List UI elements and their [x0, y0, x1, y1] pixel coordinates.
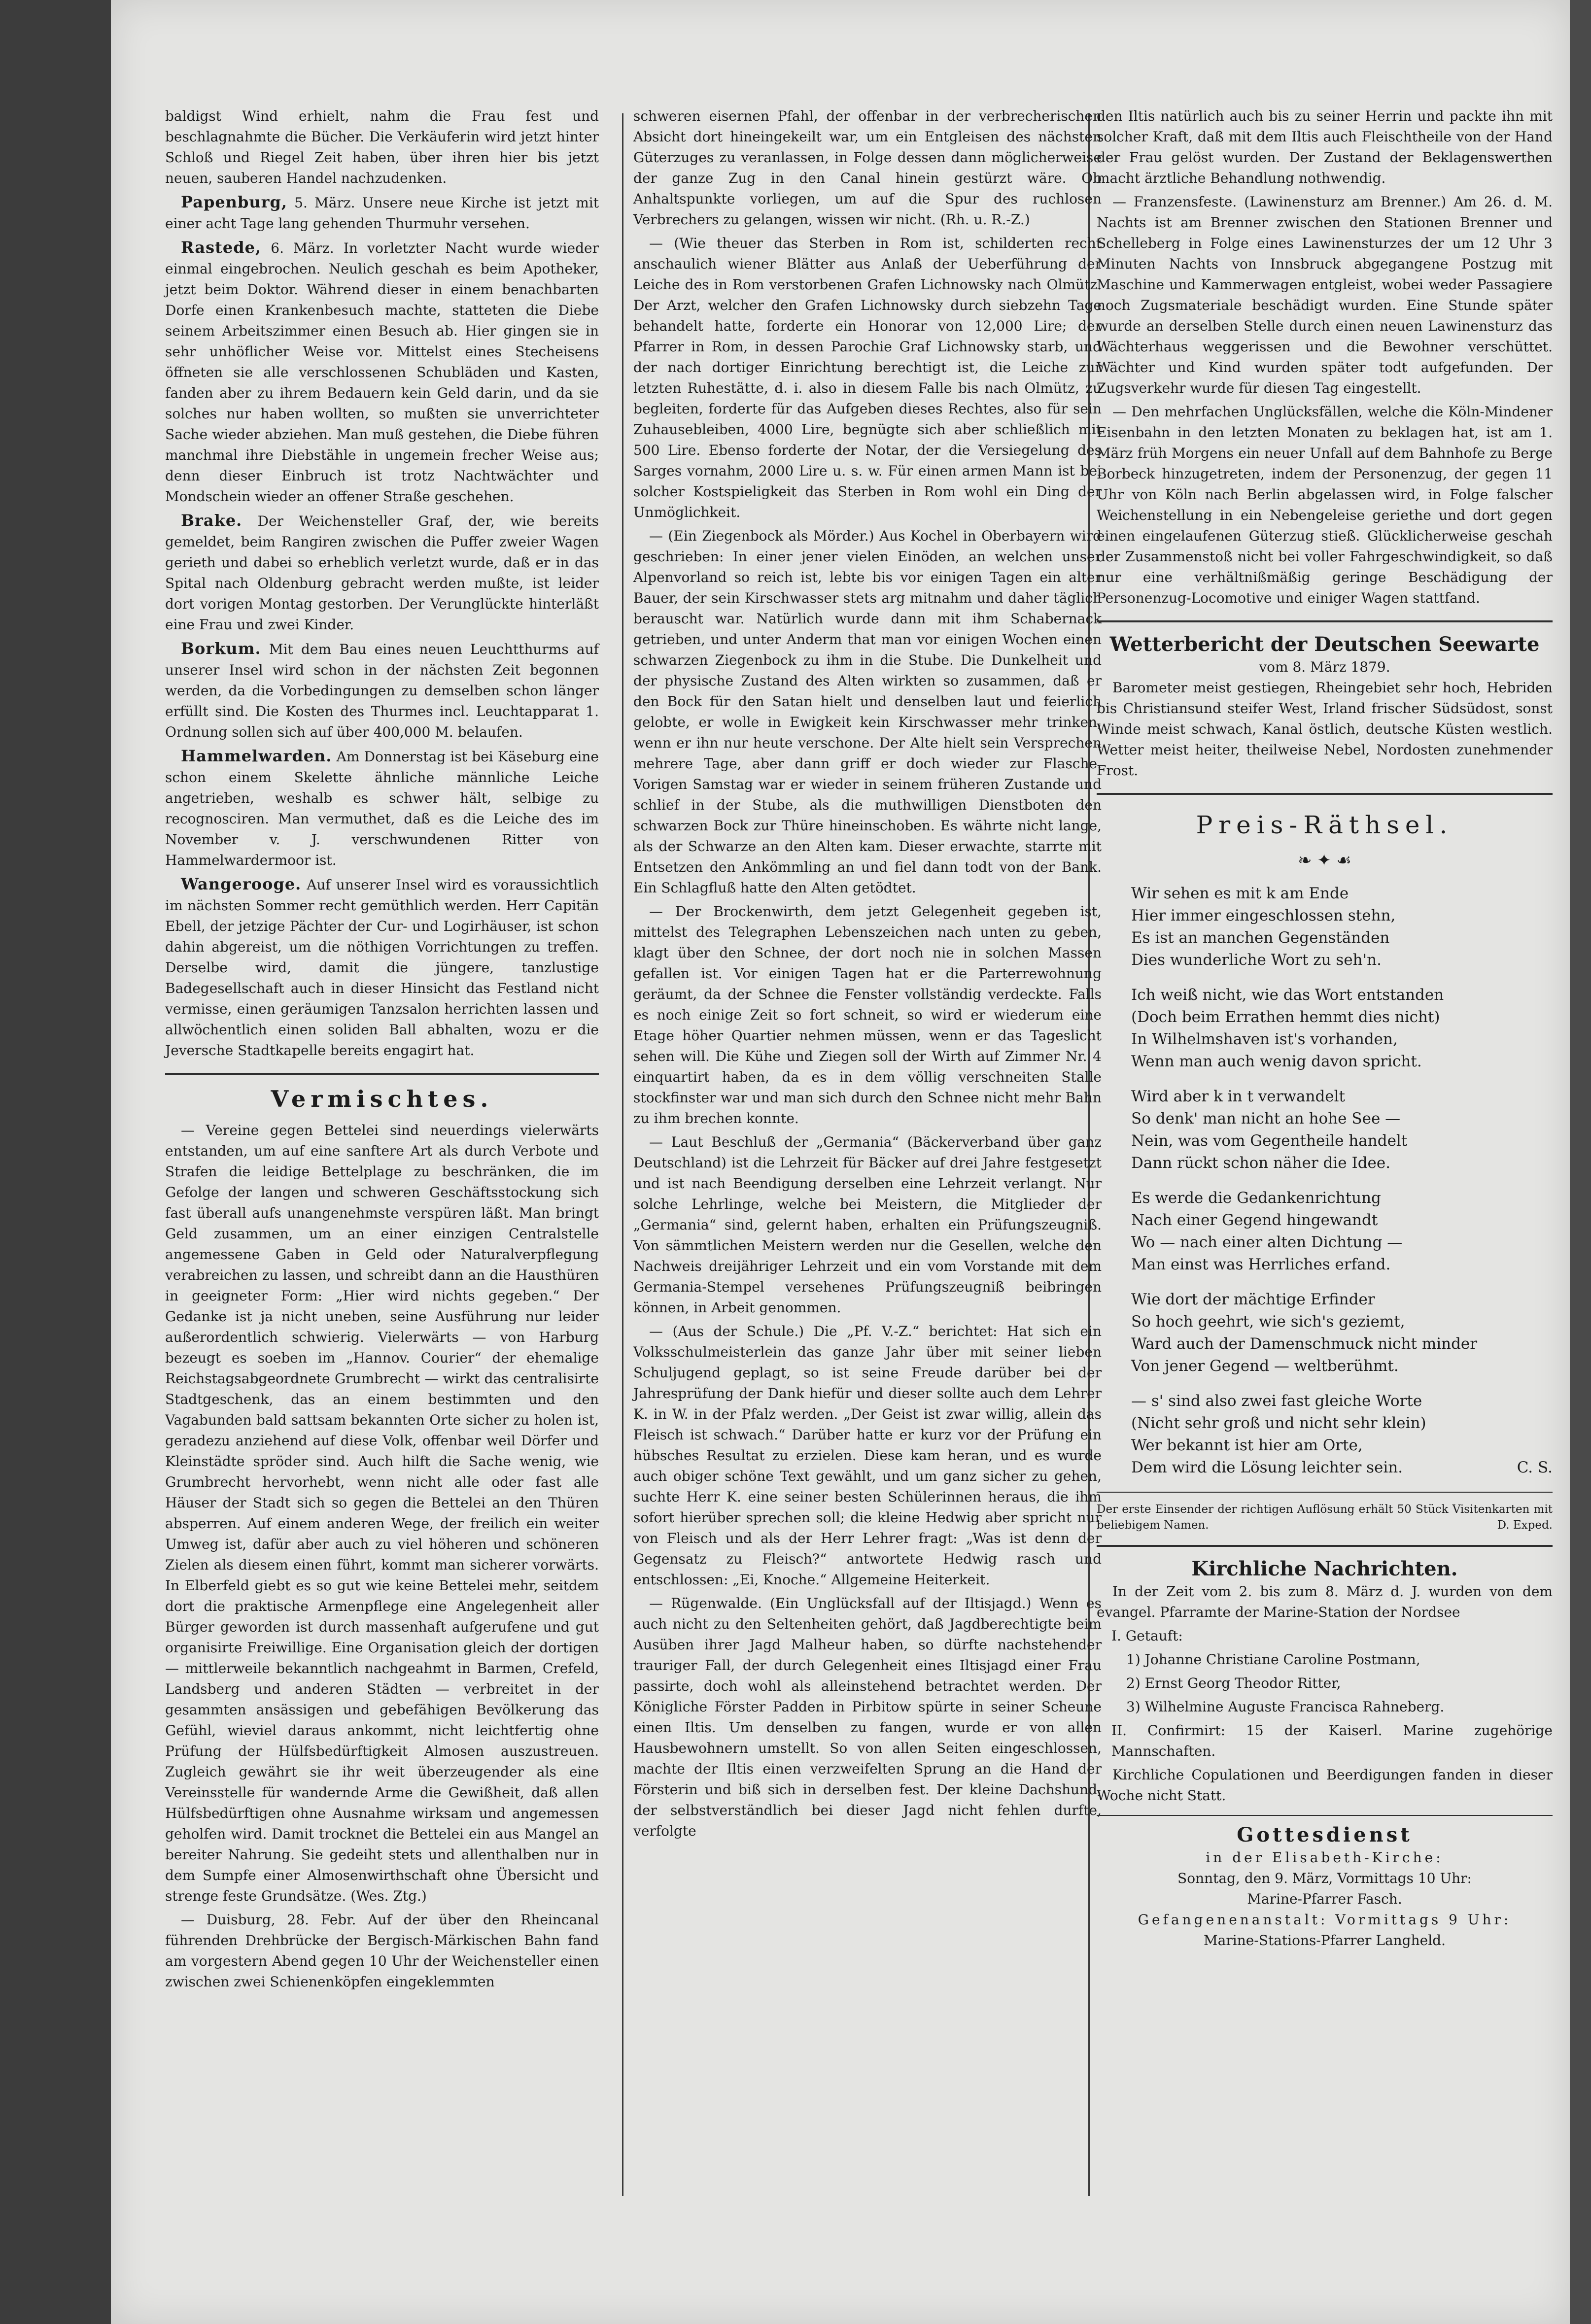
poem-line: Wie dort der mächtige Erfinder [1131, 1291, 1375, 1308]
article-text: — Duisburg, 28. Febr. Auf der über den Rheincanal führenden Drehbrücke der Bergisch-Märkischen Bahn fand am vorgestern Abend gegen 10 Uhr der Weichensteller einen zwischen zwei Schienenköpfen eingeklemmten [165, 1912, 599, 1990]
dateline: Borkum. [181, 639, 261, 658]
article-text: — (Aus der Schule.) Die „Pf. V.-Z.“ berichtet: Hat sich ein Volksschulmeisterlein das ganze Jahr über mit seiner lieben Schuljugend geplagt, so ist seine Freude darüber bei der Jahresprüfung der Dank hiefür und dieser sollte auch dem Lehrer K. in W. in der Pfalz werden. „Der Geist ist zwar willig, allein das Fleisch ist schwach.“ Darüber hatte er kurz vor der Prüfung ein hübsches Resultat zu erzielen. Diese kam heran, und es wurde auch obiger schöne Text gewählt, und um ganz sicher zu gehen, suchte Herr K. eine seiner besten Schülerinnen heraus, die ihm sofort hierüber sprechen soll; die kleine Hedwig aber spricht nur von Fleisch und als der Herr Lehrer fragt: „Was ist denn der Gegensatz zu Fleisch?“ antwortete Hedwig rasch und entschlossen: „Ei, Knoche.“ Allgemeine Heiterkeit. [633, 1323, 1102, 1588]
article-text: baldigst Wind erhielt, nahm die Frau fest und beschlagnahmte die Bücher. Die Verkäuferin wird jetzt hinter Schloß und Riegel Zeit haben, über ihren hier bis jetzt neuen, sauberen Handel nachzudenken. [165, 108, 599, 186]
poem-line: Ich weiß nicht, wie das Wort entstanden [1131, 986, 1444, 1004]
article-text: — Den mehrfachen Unglücksfällen, welche die Köln-Mindener Eisenbahn in den letzten Monaten zu beklagen hat, ist am 1. März früh Morgens ein neuer Unfall auf dem Bahnhofe zu Berge Borbeck hinzugetreten, indem der Personenzug, der gegen 11 Uhr von Köln nach Berlin abgelassen wird, in Folge falscher Weichenstellung in ein Nebengeleise geriethe und dort gegen einen eingelaufenen Güterzug stieß. Glücklicherweise geschah der Zusammenstoß nicht bei voller Fahrgeschwindigkeit, so daß nur eine verhältnißmäßig geringe Beschädigung der Personenzug-Locomotive und einiger Wagen stattfand. [1097, 404, 1553, 606]
column-rule [622, 113, 623, 2196]
weather-date: vom 8. März 1879. [1259, 659, 1390, 675]
poem-stanza [1131, 883, 1553, 971]
section-divider [1097, 620, 1553, 622]
poem-stanza [1131, 984, 1553, 1073]
poem-line: In Wilhelmshaven ist's vorhanden, [1131, 1030, 1398, 1048]
dateline: Papenburg, [181, 193, 287, 211]
poem-stanza [1131, 1390, 1553, 1479]
article-text: — Rügenwalde. (Ein Unglücksfall auf der Iltisjagd.) Wenn es auch nicht zu den Seltenheiten gehört, daß Jagdberechtigte beim Ausüben ihrer Jagd Malheur haben, so dürfte nachstehender trauriger Fall, der durch Gelegenheit eines Iltisjagd einer Frau passirte, doch wohl als alleinstehend betrachtet werden. Der Königliche Förster Padden in Pirbitow spürte in seiner Scheune einen Iltis. Um denselben zu fangen, wurde er von allen Hausbewohnern umstellt. So von allen Seiten eingeschlossen, machte der Iltis einen verzweifelten Sprung an die Hand der Försterin und biß sich in derselben fest. Der kleine Dachshund, der selbstverständlich bei dieser Jagd nicht fehlen durfte, verfolgte [633, 1595, 1102, 1839]
poem-line: Dann rückt schon näher die Idee. [1131, 1154, 1391, 1172]
poem-line: Wir sehen es mit k am Ende [1131, 885, 1349, 902]
article [165, 192, 599, 234]
section-divider [1097, 793, 1553, 795]
article-text: Mit dem Bau eines neuen Leuchtthurms auf unserer Insel wird schon in der nächsten Zeit begonnen werden, da die Vorbedingungen zu demselben schon länger erfüllt sind. Die Kosten des Thurmes incl. Leuchtapparat 1. Ordnung sollen sich auf über 400,000 M. belaufen. [165, 641, 599, 740]
poem-line: So hoch geehrt, wie sich's geziemt, [1131, 1313, 1405, 1331]
poem-line: — s' sind also zwei fast gleiche Worte [1131, 1392, 1422, 1410]
article-text: 5. März. Unsere neue Kirche ist jetzt mit einer acht Tage lang gehenden Thurmuhr versehen. [165, 195, 599, 232]
section-divider [165, 1073, 599, 1075]
column-middle [633, 106, 1102, 2211]
prize-signature: D. Exped. [1497, 1519, 1553, 1532]
poem-line: Nein, was vom Gegentheile handelt [1131, 1132, 1408, 1150]
dateline: Wangerooge. [181, 875, 302, 893]
service-prison: Gefangenenanstalt: Vormittags 9 Uhr: [1138, 1912, 1512, 1928]
poem-line: Ward auch der Damenschmuck nicht minder [1131, 1335, 1478, 1353]
poem-line [1131, 1457, 1553, 1479]
ornament-icon: ❧ ✦ ☙ [1297, 851, 1352, 870]
poem-line: Von jener Gegend — weltberühmt. [1131, 1357, 1399, 1375]
poem-line-text: Dem wird die Lösung leichter sein. [1131, 1459, 1403, 1476]
article-text: den Iltis natürlich auch bis zu seiner Herrin und packte ihn mit solcher Kraft, daß mit dem Iltis auch Fleischtheile von der Hand der Frau gelöst wurden. Der Zustand der Beklagenswerthen macht ärztliche Behandlung nothwendig. [1097, 108, 1553, 186]
article-text: Auf unserer Insel wird es voraussichtlich im nächsten Sommer recht gemüthlich werden. Herr Capitän Ebell, der jetzige Pächter der Cur- und Logirhäuser, ist schon dahin abgereist, um die nöthigen Vorrichtungen zu treffen. Derselbe wird, damit die jüngere, tanzlustige Badegesellschaft auch in dieser Hinsicht das Festland nicht vermisse, einen geräumigen Tanzsalon herrichten lassen und allwöchentlich einen soliden Ball abhalten, wozu er die Jeversche Stadtkapelle bereits engagirt hat. [165, 877, 599, 1059]
article-text: 6. März. In vorletzter Nacht wurde wieder einmal eingebrochen. Neulich geschah es beim Apotheker, jetzt beim Doktor. Während dieser in einem benachbarten Dorfe einen Krankenbesuch machte, statteten die Diebe seinem Arbeitszimmer einen Besuch ab. Hier gingen sie in sehr unhöflicher Weise vor. Mittelst eines Stecheisens öffneten sie alle verschlossenen Schubläden und Kasten, fanden aber zu ihrem Bedauern kein Geld darin, und da sie solches nur haben wollten, so mußten sie unverrichteter Sache wieder abziehen. Man muß gestehen, die Diebe führen manchmal ihre Diebstähle in ungemein frecher Weise aus; denn dieser Einbruch ist trotz Nachtwächter und Mondschein wieder an offener Straße geschehen. [165, 240, 599, 505]
article-text: — (Ein Ziegenbock als Mörder.) Aus Kochel in Oberbayern wird geschrieben: In einer jener vielen Einöden, an welchen unser Alpenvorland so reich ist, lebte bis vor einigen Tagen ein alter Bauer, der sein Kirschwasser stets arg mitnahm und daher täglich berauscht war. Natürlich wurde dann mit ihm Schabernack getrieben, und unter Anderm that man vor einigen Wochen einen schwarzen Ziegenbock zu ihm in die Stube. Die Dunkelheit und der physische Zustand des Alten wirkten so zusammen, daß er den Bock für den Satan hielt und denselben laut und feierlich gelobte, er wolle in Ewigkeit kein Kirschwasser mehr trinken, wenn er ihn nur heute verschone. Der Alte hielt sein Versprechen mehrere Tage, aber dann griff er doch wieder zur Flasche. Vorigen Samstag war er wieder in seinem früheren Zustande und schlief in der Stube, als die muthwilligen Dienstboten den schwarzen Bock zur Thüre hineinschoben. Es währte nicht lange, als der Schwarze an den Alten kam. Dieser erwachte, starrte mit Entsetzen den Ankömmling an und fiel dann todt von der Bank. Ein Schlagfluß hatte den Alten getödtet. [633, 528, 1102, 896]
poem-line: Dies wunderliche Wort zu seh'n. [1131, 951, 1382, 969]
article [165, 237, 599, 507]
poem-stanza [1131, 1289, 1553, 1377]
poem-line: Es ist an manchen Gegenständen [1131, 929, 1390, 947]
puzzle-title: Preis-Räthsel. [1196, 811, 1453, 839]
service-location: in der Elisabeth-Kirche: [1206, 1849, 1444, 1866]
article-text: — Laut Beschluß der „Germania“ (Bäckerverband über ganz Deutschland) ist die Lehrzeit für Bäcker auf drei Jahre festgesetzt und ist nach Beendigung derselben eine Lehrzeit verlangt. Nur solche Lehrlinge, welche bei Meistern, die Mitglieder der „Germania“ sind, gelernt haben, erhalten ein Prüfungszeugniß. Von sämmtlichen Meistern werden nur die Gesellen, welche den Nachweis dreijähriger Lehrzeit und ein vom Vorstande mit dem Germania-Stempel versehenes Prüfungszeugniß beibringen können, in Arbeit genommen. [633, 1134, 1102, 1316]
poem-stanza [1131, 1086, 1553, 1174]
article [165, 638, 599, 743]
service-title: Gottesdienst [1237, 1823, 1413, 1846]
article-text: — Franzensfeste. (Lawinensturz am Brenner.) Am 26. d. M. Nachts ist am Brenner zwischen den Stationen Brenner und Schelleberg in Folge eines Lawinensturzes der um 12 Uhr 3 Minuten Nachts von Innsbruck abgegangene Postzug mit Maschine und Kammerwagen entgleist, wobei weder Passagiere noch Zugsmateriale beschädigt wurden. Eine Stunde später wurde an derselben Stelle durch einen neuen Lawinensturz das Wächterhaus weggerissen und die Bewohner verschüttet. Wächter und Kind wurden später todt aufgefunden. Der Zugsverkehr wurde für diesen Tag eingestellt. [1097, 194, 1553, 396]
column-right [1097, 106, 1553, 2211]
poem-line: (Nicht sehr groß und nicht sehr klein) [1131, 1414, 1426, 1432]
article [165, 510, 599, 635]
church-baptized-head: I. Getauft: [1111, 1628, 1183, 1644]
poem-line: Nach einer Gegend hingewandt [1131, 1211, 1378, 1229]
weather-title: Wetterbericht der Deutschen Seewarte [1109, 633, 1540, 656]
church-list-item: 3) Wilhelmine Auguste Francisca Rahneberg. [1126, 1699, 1445, 1715]
service-time: Sonntag, den 9. März, Vormittags 10 Uhr: [1177, 1870, 1472, 1886]
article-text: Der Weichensteller Graf, der, wie bereits gemeldet, beim Rangiren zwischen die Puffer zweier Wagen gerieth und dabei so erheblich verletzt wurde, daß er in das Spital nach Oldenburg gebracht werden mußte, ist leider dort vorigen Montag gestorben. Der Verunglückte hinterläßt eine Frau und zwei Kinder. [165, 513, 599, 633]
poem-line: Wer bekannt ist hier am Orte, [1131, 1436, 1363, 1454]
church-list-item: 1) Johanne Christiane Caroline Postmann, [1126, 1651, 1420, 1668]
poem-line: Es werde die Gedankenrichtung [1131, 1189, 1381, 1207]
poem-line: So denk' man nicht an hohe See — [1131, 1110, 1401, 1128]
divider [1097, 1815, 1553, 1816]
divider [1097, 1492, 1553, 1493]
church-intro: In der Zeit vom 2. bis zum 8. März d. J. wurden von dem evangel. Pfarramte der Marine-Station der Nordsee [1097, 1583, 1553, 1620]
service-pastor: Marine-Pfarrer Fasch. [1247, 1891, 1402, 1907]
article-text: — (Wie theuer das Sterben in Rom ist, schilderten recht anschaulich wiener Blätter aus Anlaß der Ueberführung der Leiche des in Rom verstorbenen Grafen Lichnowsky nach Olmütz. Der Arzt, welcher den Grafen Lichnowsky durch siebzehn Tage behandelt hatte, forderte ein Honorar von 12,000 Lire; der Pfarrer in Rom, in dessen Parochie Graf Lichnowsky starb, und der nach dortiger Einrichtung berechtigt ist, die Leiche zur letzten Ruhestätte, d. i. also in diesem Falle bis nach Olmütz, zu begleiten, forderte für das Aufgeben dieses Rechtes, also für sein Zuhausebleiben, 4000 Lire, begnügte sich aber schließlich mit 500 Lire. Ebenso forderte der Notar, der die Versiegelung des Sarges vornahm, 2000 Lire u. s. w. Für einen armen Mann ist bei solcher Kostspieligkeit das Sterben in Rom wohl ein Ding der Unmöglichkeit. [633, 235, 1102, 520]
prize-note-text: Der erste Einsender der richtigen Auflösung erhält 50 Stück Visitenkarten mit beliebigem Namen. [1097, 1503, 1553, 1532]
section-title: Vermischtes. [271, 1086, 493, 1112]
dateline: Rastede, [181, 238, 262, 257]
article [165, 874, 599, 1061]
service-prison-pastor: Marine-Stations-Pfarrer Langheld. [1204, 1932, 1446, 1948]
dateline: Hammelwarden. [181, 747, 332, 765]
article-text: — Der Brockenwirth, dem jetzt Gelegenheit gegeben ist, mittelst des Telegraphen Lebenszeichen nach unten zu geben, klagt über den Schnee, der dort noch nie in solchen Massen gefallen ist. Vor einigen Tagen hat er die Parterrewohnung geräumt, da der Schnee die Fenster vollständig verdeckte. Falls es noch einige Zeit so fort schneit, so wird er wiederum eine Etage höher Quartier nehmen müssen, wenn er das Tageslicht sehen will. Die Kühe und Ziegen soll der Wirth auf Zimmer Nr. 4 einquartirt haben, da es in dem völlig verschneiten Stalle stockfinster war und man sich durch den Schnee nicht mehr Bahn zu ihm brechen konnte. [633, 903, 1102, 1127]
church-title: Kirchliche Nachrichten. [1191, 1557, 1458, 1580]
poem-line: Wird aber k in t verwandelt [1131, 1088, 1345, 1105]
church-note: Kirchliche Copulationen und Beerdigungen fanden in dieser Woche nicht Statt. [1097, 1767, 1553, 1804]
article-text: schweren eisernen Pfahl, der offenbar in der verbrecherischen Absicht dort hineingekeilt war, um ein Entgleisen des nächsten Güterzuges zu veranlassen, in Folge dessen dann möglicherweise der ganze Zug in den Canal hinein gestürzt wäre. Ob Anhaltspunkte vorliegen, um auf die Spur des ruchlosen Verbrechers zu gelangen, wissen wir nicht. (Rh. u. R.-Z.) [633, 108, 1102, 228]
poem-line: Wenn man auch wenig davon spricht. [1131, 1053, 1422, 1070]
poem-signature: C. S. [1517, 1459, 1553, 1476]
church-confirmed: II. Confirmirt: 15 der Kaiserl. Marine zugehörige Mannschaften. [1111, 1722, 1553, 1759]
weather-text: Barometer meist gestiegen, Rheingebiet sehr hoch, Hebriden bis Christiansund steifer West, Irland frischer Südsüdost, sonst Winde meist schwach, Kanal östlich, deutsche Küsten westlich. Wetter meist heiter, theilweise Nebel, Nordosten zunehmender Frost. [1097, 680, 1553, 779]
article-text: Am Donnerstag ist bei Käseburg eine schon einem Skelette ähnliche männliche Leiche angetrieben, weshalb es schwer hält, selbige zu recognosciren. Man vermuthet, daß es die Leiche des im November v. J. verschwundenen Ritter von Hammelwardermoor ist. [165, 749, 599, 868]
poem-line: Man einst was Herrliches erfand. [1131, 1256, 1391, 1273]
church-list-item: 2) Ernst Georg Theodor Ritter, [1126, 1675, 1341, 1691]
poem-line: (Doch beim Errathen hemmt dies nicht) [1131, 1008, 1440, 1026]
poem-line: Hier immer eingeschlossen stehn, [1131, 907, 1396, 924]
dateline: Brake. [181, 511, 242, 530]
section-divider [1097, 1545, 1553, 1547]
poem-line: Wo — nach einer alten Dichtung — [1131, 1233, 1403, 1251]
article-text: — Vereine gegen Bettelei sind neuerdings vielerwärts entstanden, um auf eine sanftere Art als durch Verbote und Strafen die leidige Bettelplage zu beschränken, die im Gefolge der langen und schweren Geschäftsstockung sich fast überall aufs unangenehmste verspüren läßt. Man bringt Geld zusammen, um an einer einzigen Centralstelle angemessene Gaben in Geld oder Naturalverpflegung verabreichen zu lassen, und schreibt dann an die Hausthüren in geeigneter Form: „Hier wird nichts gegeben.“ Der Gedanke ist ja nicht uneben, seine Ausführung nur leider außerordentlich schwierig. Vielerwärts — von Harburg bezeugt es soeben im „Hannov. Courier“ der ehemalige Reichstagsabgeordnete Grumbrecht — wirkt das centralisirte Stadtgeschenk, das an einem bestimmten und den Vagabunden bald sattsam bekannten Orte sicher zu holen ist, geradezu anziehend auf diese Volk, offenbar weil Dörfer und Kleinstädte spröder sind. Auch hilft die Sache wenig, wie Grumbrecht hervorhebt, wenn nicht alle oder fast alle Häuser der Stadt sich so gegen die Bettelei an den Thüren absperren. Auf einem anderen Wege, der freilich ein weiter Umweg ist, dafür aber auch zu viel höheren und schöneren Zielen als diesem einen führt, kommt man sicherer vorwärts. In Elberfeld giebt es so gut wie keine Bettelei mehr, seitdem dort die praktische Armenpflege eine Angelegenheit aller Bürger geworden ist durch massenhaft aufgerufene und gut organisirte Freiwillige. Eine Organisation gleich der dortigen — mittlerweile bekanntlich nachgeahmt in Barmen, Crefeld, Landsberg und anderen Städten — verbreitet in der gesammten ansässigen und gebefähigen Bevölkerung das Gefühl, wieviel daraus ankommt, nicht leichtfertig ohne Prüfung der Hülfsbedürftigkeit Almosen auszustreuen. Zugleich gewährt sie ihr weit überzeugender als eine Vereinsstelle für wandernde Arme die Gewißheit, daß allen Hülfsbedürftigen ohne Ausnahme wirksam und angemessen geholfen wird. Damit trocknet die Bettelei ein aus Mangel an bereiter Nahrung. Sie gedeiht stets und allenthalben nur in dem Sumpfe einer Almosenwirthschaft ohne Übersicht und strenge feste Grundsätze. (Wes. Ztg.) [165, 1122, 599, 1904]
column-left [165, 106, 599, 2211]
poem-stanza [1131, 1187, 1553, 1276]
scan-dark-margin [0, 0, 111, 2324]
prize-note [1097, 1502, 1553, 1533]
article [165, 746, 599, 871]
